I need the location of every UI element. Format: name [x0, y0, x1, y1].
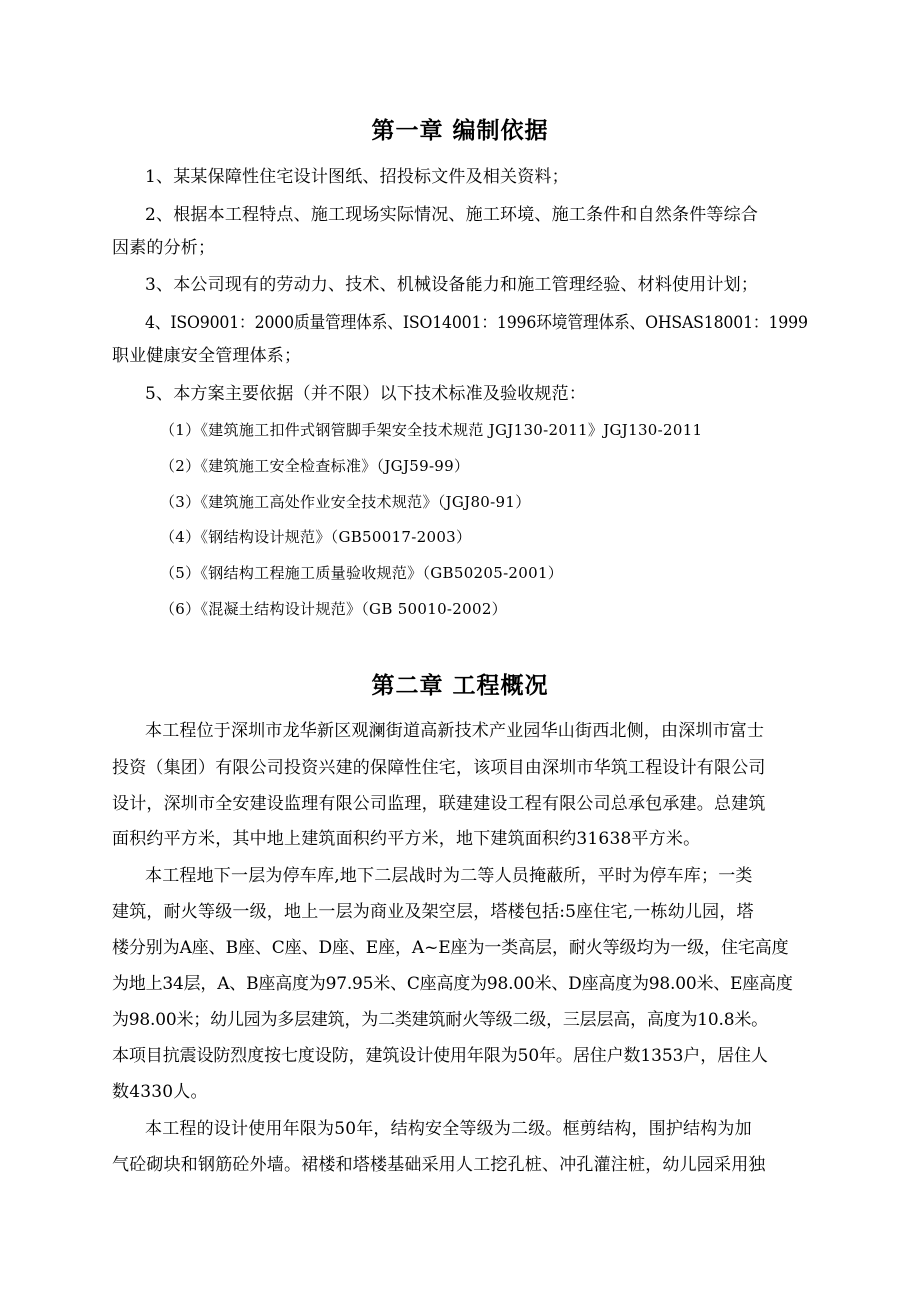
- basis-item-4: 4、ISO9001：2000质量管理体系、ISO14001：1996环境管理体系、OHSAS18001：1999: [145, 313, 808, 333]
- standard-item-3: （3）《建筑施工高处作业安全技术规范》（JGJ80-91）: [160, 493, 531, 511]
- overview-line-11: 数4330人。: [112, 1082, 208, 1102]
- overview-line-9: 为98.00米；幼儿园为多层建筑，为二类建筑耐火等级二级，三层层高，高度为10.8米。: [112, 1010, 768, 1030]
- standard-item-2: （2）《建筑施工安全检查标准》（JGJ59-99）: [160, 457, 470, 475]
- standard-item-1: （1）《建筑施工扣件式钢管脚手架安全技术规范 JGJ130-2011》JGJ130-2011: [160, 421, 703, 439]
- standard-item-6: （6）《混凝土结构设计规范》（GB 50010-2002）: [160, 600, 507, 618]
- overview-line-6: 建筑，耐火等级一级，地上一层为商业及架空层，塔楼包括:5座住宅,一栋幼儿园，塔: [112, 902, 754, 922]
- overview-line-13: 气砼砌块和钢筋砼外墙。裙楼和塔楼基础采用人工挖孔桩、冲孔灌注桩，幼儿园采用独: [112, 1155, 766, 1175]
- overview-line-1: 本工程位于深圳市龙华新区观澜街道高新技术产业园华山街西北侧，由深圳市富士: [145, 721, 765, 741]
- standard-item-5: （5）《钢结构工程施工质量验收规范》（GB50205-2001）: [160, 564, 564, 582]
- chapter-2-title: 第二章 工程概况: [371, 673, 549, 699]
- overview-line-8: 为地上34层，A、B座高度为97.95米、C座高度为98.00米、D座高度为98.00米、E座高度: [112, 974, 793, 994]
- overview-line-3: 设计，深圳市全安建设监理有限公司监理，联建建设工程有限公司总承包承建。总建筑: [112, 794, 766, 814]
- basis-item-1: 1、某某保障性住宅设计图纸、招投标文件及相关资料；: [145, 167, 569, 187]
- overview-line-12: 本工程的设计使用年限为50年，结构安全等级为二级。框剪结构，围护结构为加: [145, 1119, 752, 1139]
- overview-line-4: 面积约平方米，其中地上建筑面积约平方米，地下建筑面积约31638平方米。: [112, 829, 701, 849]
- basis-item-2-cont: 因素的分析；: [112, 238, 216, 258]
- chapter-1-title: 第一章 编制依据: [371, 118, 549, 144]
- basis-item-3: 3、本公司现有的劳动力、技术、机械设备能力和施工管理经验、材料使用计划；: [145, 275, 759, 295]
- basis-item-4-cont: 职业健康安全管理体系；: [112, 346, 302, 366]
- overview-line-2: 投资（集团）有限公司投资兴建的保障性住宅，该项目由深圳市华筑工程设计有限公司: [112, 758, 766, 778]
- standard-item-4: （4）《钢结构设计规范》（GB50017-2003）: [160, 528, 472, 546]
- overview-line-7: 楼分别为A座、B座、C座、D座、E座，A~E座为一类高层，耐火等级均为一级，住宅高度: [112, 938, 789, 958]
- overview-line-5: 本工程地下一层为停车库,地下二层战时为二等人员掩蔽所，平时为停车库；一类: [145, 866, 753, 886]
- basis-item-2: 2、根据本工程特点、施工现场实际情况、施工环境、施工条件和自然条件等综合: [145, 205, 759, 225]
- basis-item-5: 5、本方案主要依据（并不限）以下技术标准及验收规范：: [145, 384, 587, 404]
- overview-line-10: 本项目抗震设防烈度按七度设防，建筑设计使用年限为50年。居住户数1353户，居住人: [112, 1046, 768, 1066]
